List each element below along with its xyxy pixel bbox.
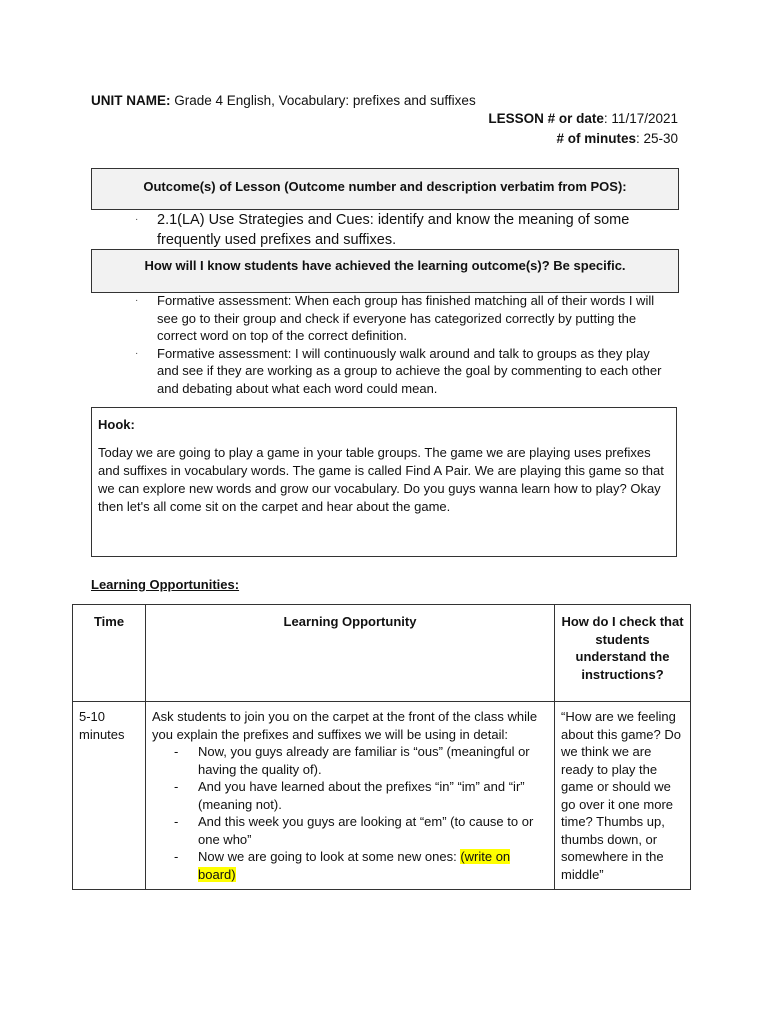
list-item: · Formative assessment: I will continuously walk around and talk to groups as they play and see if they are working as a group to achieve the goal by commenting to each other and debating about what each word could mean. <box>135 345 662 396</box>
bullet-icon: · <box>135 214 139 225</box>
list-item: - And this week you guys are looking at “em” (to cause to or one who” <box>174 814 534 847</box>
dash-icon: - <box>174 744 179 759</box>
bullet-icon: · <box>135 347 139 359</box>
opportunity-list <box>152 743 548 883</box>
hook-text: Today we are going to play a game in your table groups. The game we are playing uses prefixes and suffixes in vocabulary words. The game is called Find A Pair. We are playing this game so that we can explore new words and grow our vocabulary. Do you guys wanna learn how to play? Okay then let's all come sit on the carpet and hear about the game. <box>98 445 664 514</box>
outcomes-heading-box <box>91 168 679 210</box>
column-header-opportunity: Learning Opportunity <box>146 605 555 702</box>
minutes-label: # of minutes <box>556 131 636 146</box>
hook-box <box>91 407 677 557</box>
minutes-line <box>556 131 678 146</box>
lesson-date-label: LESSON # or date <box>488 111 604 126</box>
bullet-icon: · <box>135 295 139 306</box>
lesson-date-value: : 11/17/2021 <box>603 111 678 126</box>
list-item: - Now, you guys already are familiar is “ous” (meaningful or having the quality of). <box>174 744 530 777</box>
unit-name-line <box>91 93 476 108</box>
learning-opportunities-table <box>72 604 691 890</box>
dash-icon: - <box>174 814 179 829</box>
lesson-date-line <box>488 111 678 126</box>
outcomes-list <box>135 210 665 250</box>
assessment-list <box>135 292 670 398</box>
outcomes-heading: Outcome(s) of Lesson (Outcome number and description verbatim from POS): <box>143 179 627 194</box>
dash-icon: - <box>174 779 179 794</box>
assessment-heading-box <box>91 249 679 293</box>
list-item: · Formative assessment: When each group has finished matching all of their words I will see go to their group and check if everyone has categorized correctly by putting the correct word on top of the correct definition. <box>135 293 655 344</box>
learning-opportunities-title: Learning Opportunities: <box>91 577 240 592</box>
table-row <box>73 702 691 890</box>
time-cell: 5-10 minutes <box>73 702 146 890</box>
assessment-heading: How will I know students have achieved the learning outcome(s)? Be specific. <box>144 258 626 273</box>
list-item: - Now we are going to look at some new ones: (write on board) <box>174 849 511 882</box>
opportunity-intro: Ask students to join you on the carpet at the front of the class while you explain the prefixes and suffixes we will be using in detail: <box>152 709 538 742</box>
opportunity-cell <box>146 702 555 890</box>
list-item: · 2.1(LA) Use Strategies and Cues: identify and know the meaning of some frequently used prefixes and suffixes. <box>135 212 630 248</box>
hook-title: Hook: <box>98 417 135 432</box>
list-item: - And you have learned about the prefixes “in” “im” and “ir” (meaning not). <box>174 779 525 812</box>
column-header-time: Time <box>73 605 146 702</box>
unit-name-label: UNIT NAME: <box>91 93 171 108</box>
dash-icon: - <box>174 849 179 864</box>
check-cell: “How are we feeling about this game? Do we think we are ready to play the game or should we go over it one more time? Thumbs up, thumbs down, or somewhere in the middle” <box>555 702 691 890</box>
column-header-check: How do I check that students understand the instructions? <box>555 605 691 702</box>
minutes-value: : 25-30 <box>635 131 678 146</box>
highlighted-text: (write on board) <box>198 849 511 882</box>
unit-name-value: Grade 4 English, Vocabulary: prefixes and suffixes <box>174 93 476 108</box>
table-header-row <box>73 605 691 702</box>
